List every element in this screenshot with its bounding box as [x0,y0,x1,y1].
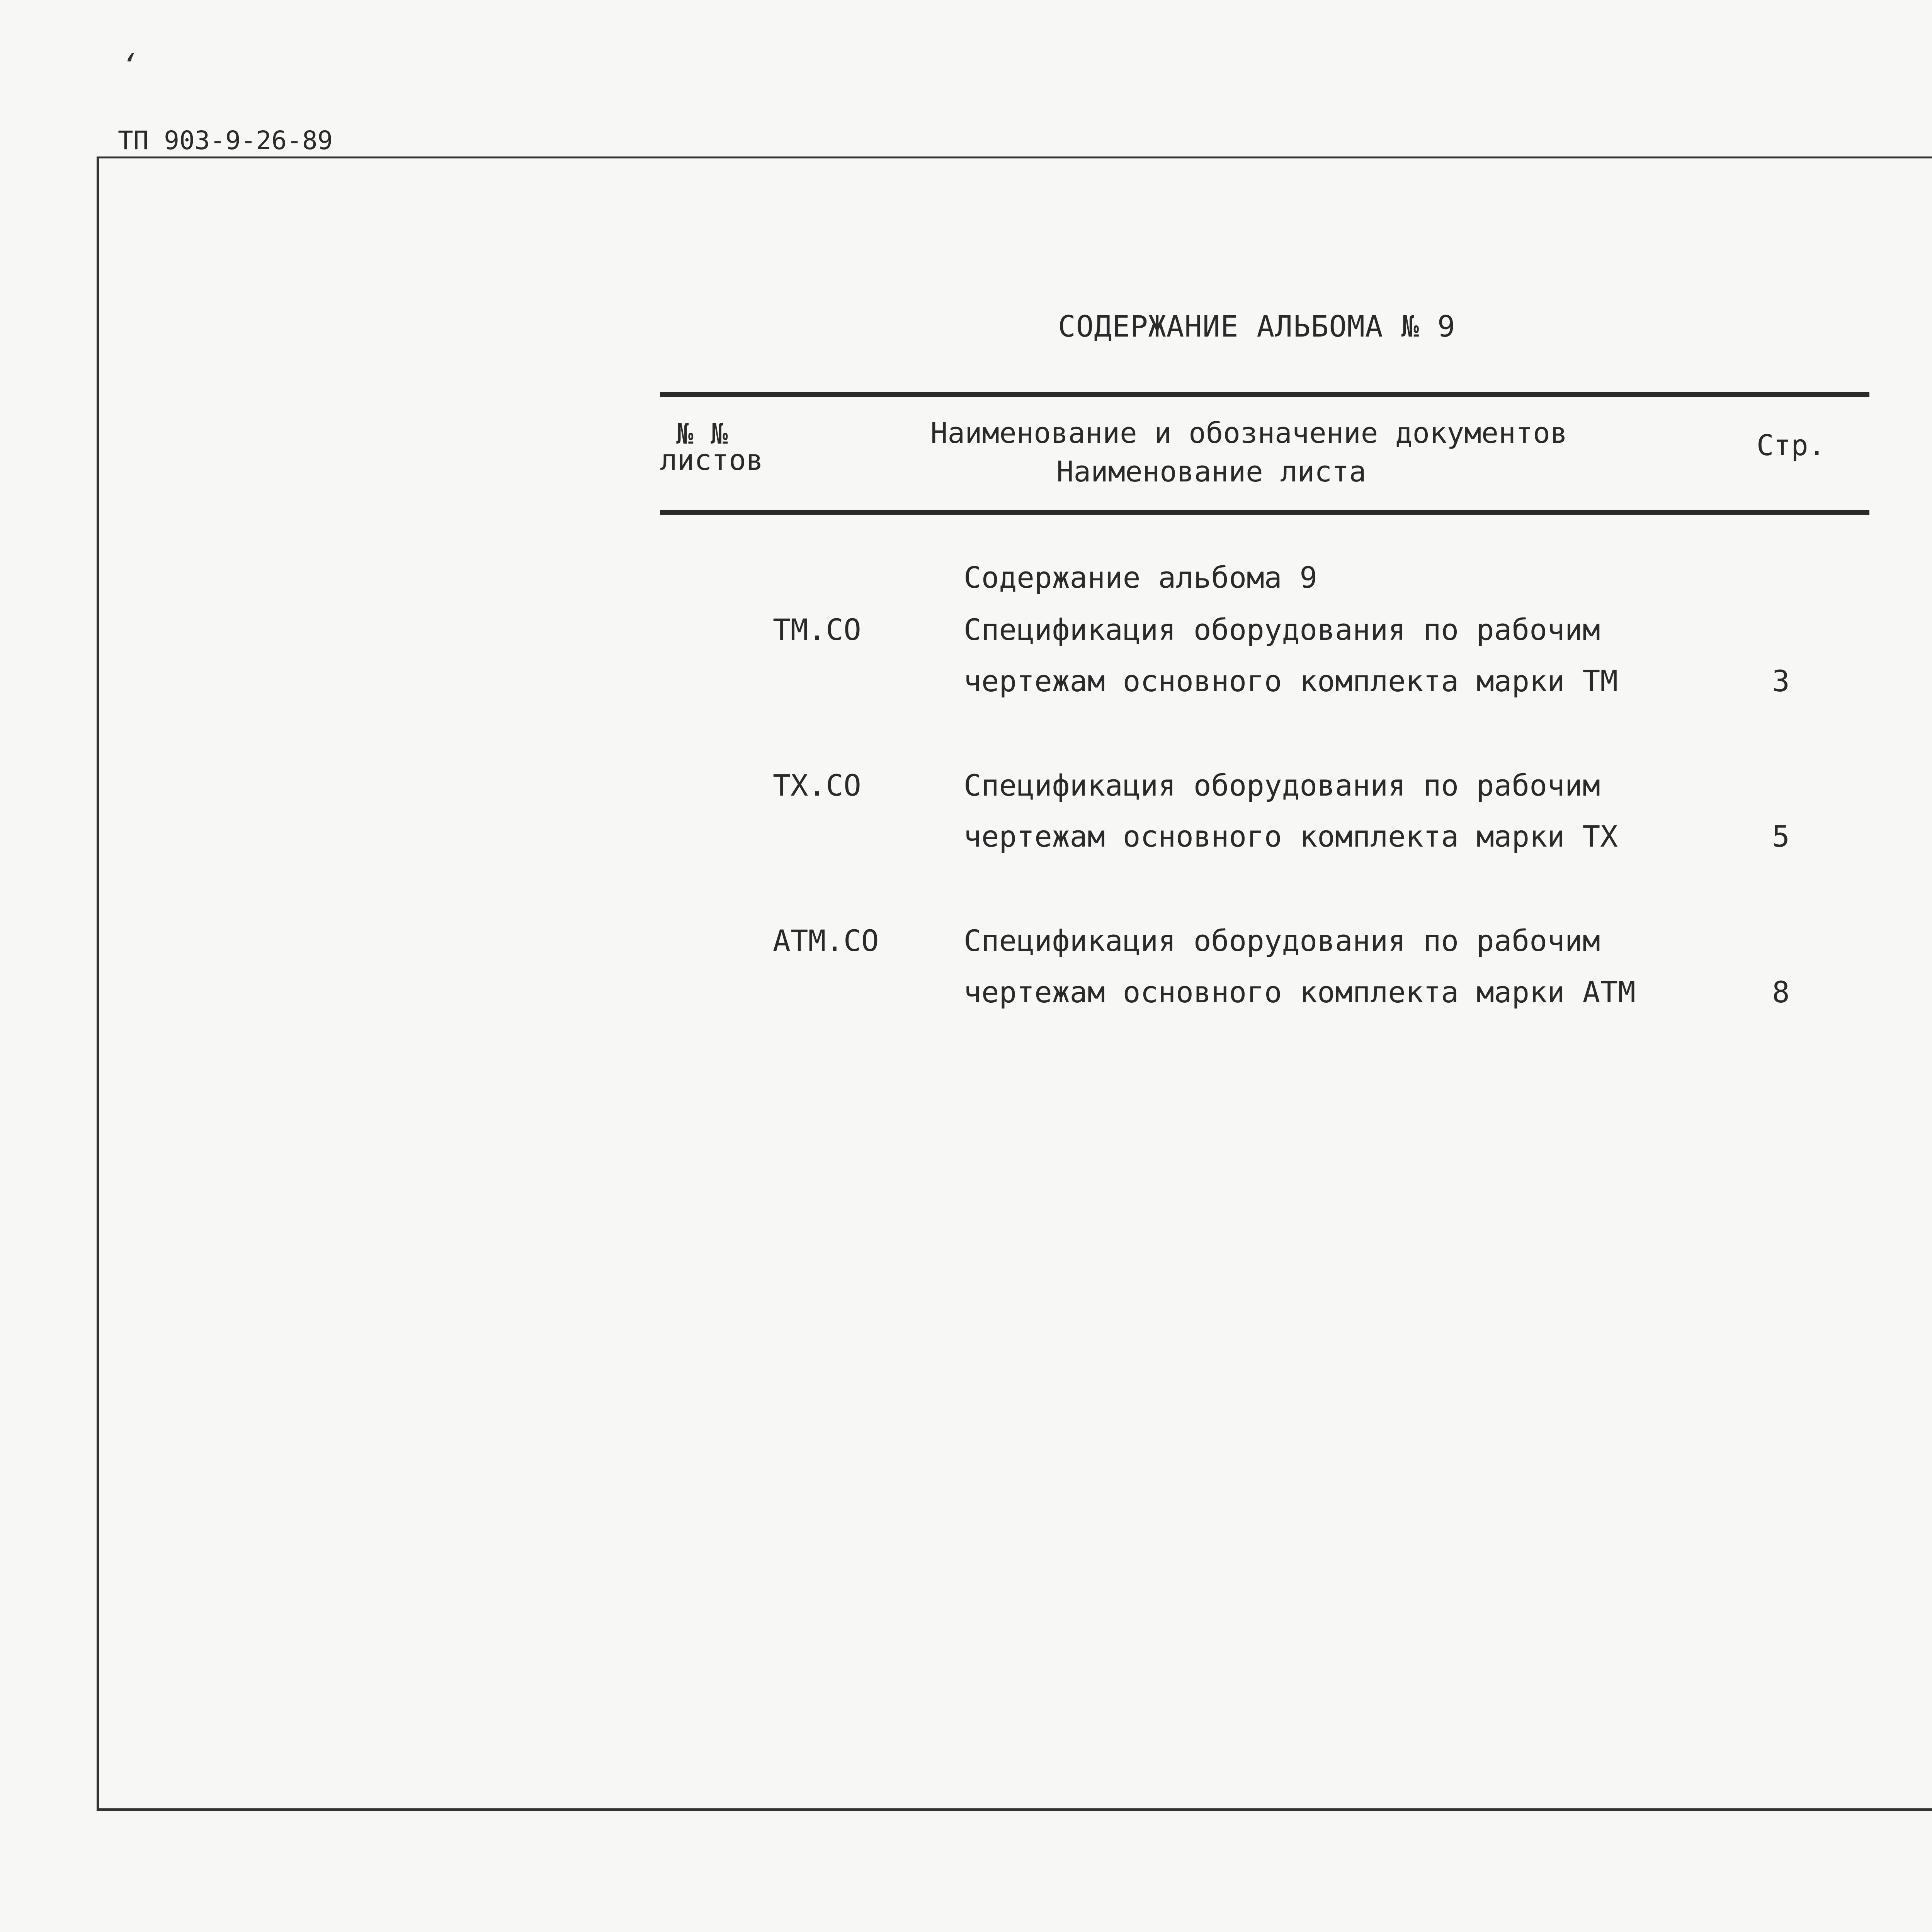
header-bottom-rule [660,510,1869,515]
header-sheets-number: № № [676,417,728,451]
row-1-line-1: Спецификация оборудования по рабочим [964,612,1600,647]
header-sheets-label: листов [660,444,764,477]
row-1-line-2: чертежам основного комплекта марки ТМ [964,664,1618,698]
row-1-code: ТМ.СО [773,612,861,647]
row-2-line-1: Спецификация оборудования по рабочим [964,768,1600,803]
row-2-line-2: чертежам основного комплекта марки ТХ [964,819,1618,854]
header-page: Стр. [1757,429,1826,462]
doc-code: ТП 903-9-26-89 [118,126,333,155]
row-2-code: ТХ.СО [773,768,861,803]
row-1-page: 3 [1772,664,1790,698]
header-top-rule [660,392,1869,397]
header-name-line2: Наименование листа [1056,455,1366,488]
row-3-line-2: чертежам основного комплекта марки АТМ [964,975,1636,1009]
corner-mark: ʻ [123,46,134,87]
row-3-page: 8 [1772,975,1790,1009]
page-title: СОДЕРЖАНИЕ АЛЬБОМА № 9 [1058,309,1456,344]
row-3-code: АТМ.СО [773,923,879,958]
row-2-page: 5 [1772,819,1790,854]
header-name-line1: Наименование и обозначение документов [930,417,1568,450]
row-3-line-1: Спецификация оборудования по рабочим [964,923,1600,958]
row-0-line-1: Содержание альбома 9 [964,560,1318,595]
